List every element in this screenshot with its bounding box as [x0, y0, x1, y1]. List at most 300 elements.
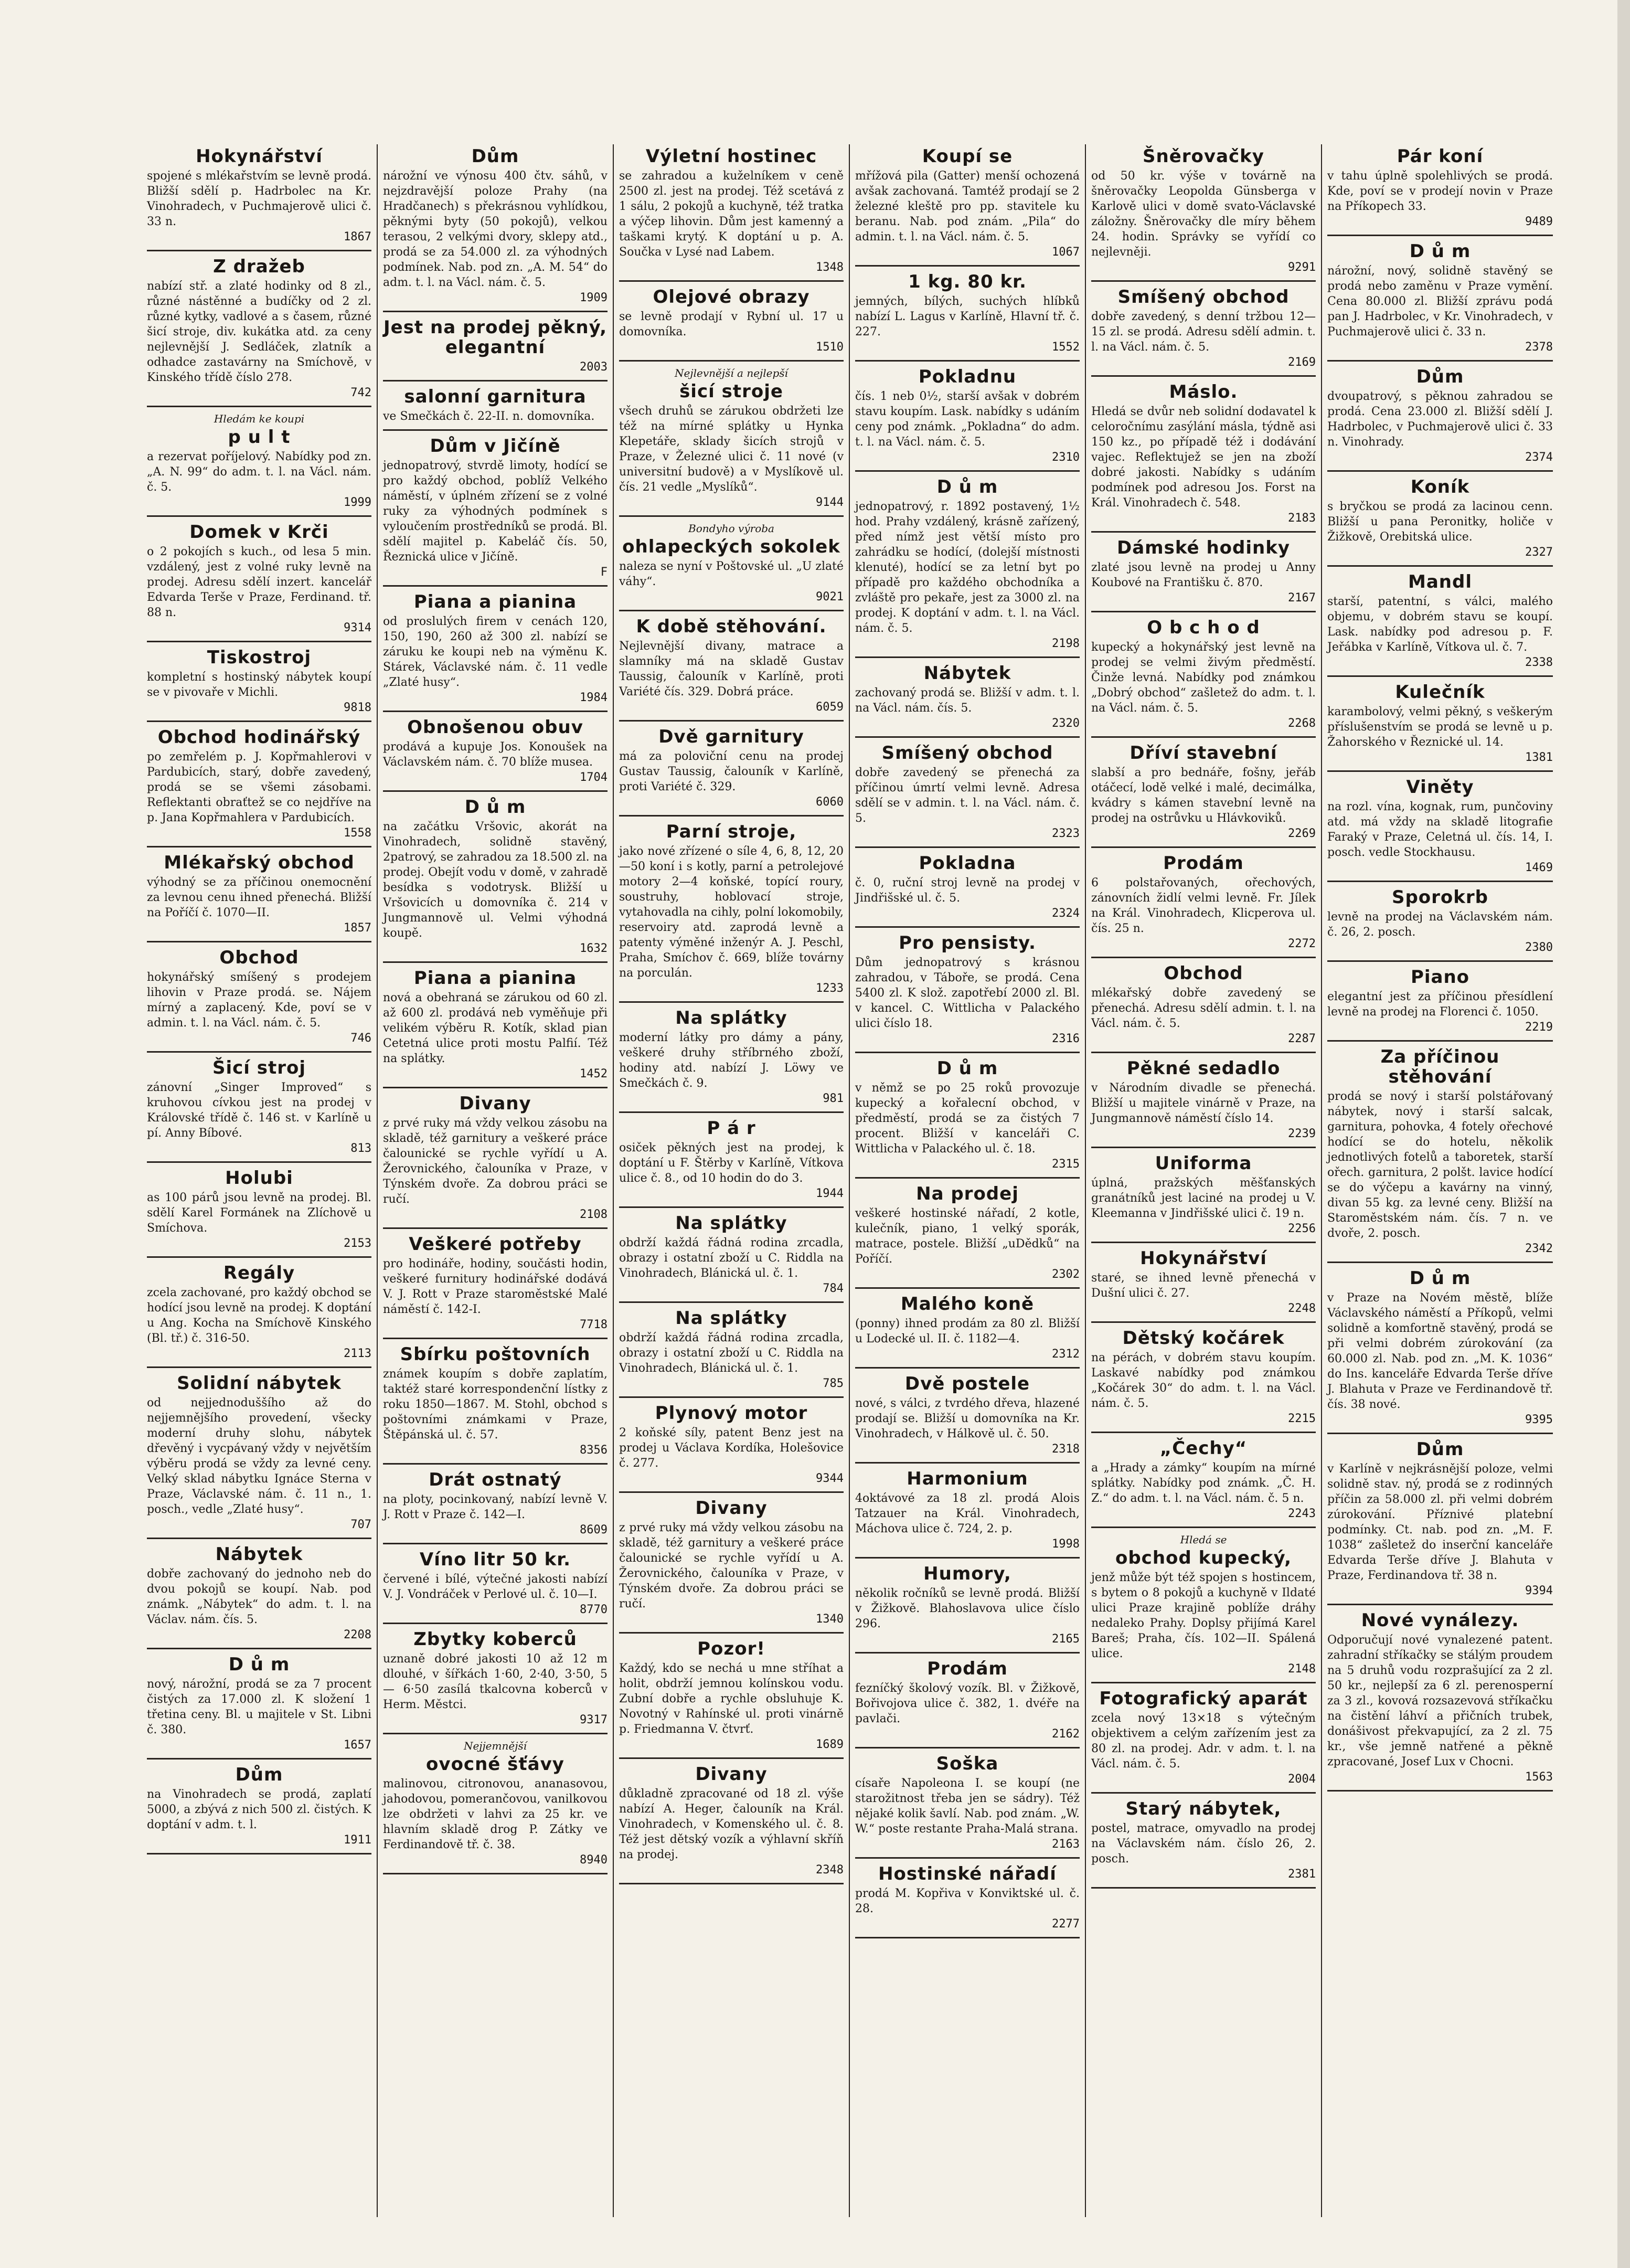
ad-code: 2378 [1525, 341, 1553, 354]
ad-code: 8356 [580, 1444, 608, 1457]
ad-body: malinovou, citronovou, ananasovou, jahodovou, pomerančovou, vanilkovou lze obdržeti v lahvi za 25 kr. ve hlavním skladě drog P. Zátky ve Ferdinandově tř. č. 38. [383, 1777, 608, 1851]
ad-body: elegantní jest za příčinou přesídlení levně na prodej na Florenci č. 1050. [1327, 990, 1553, 1019]
ad-body: v Národním divadle se přenechá. Bližší u majitele vinárně v Praze, na Jungmannově náměstí číslo 14. [1091, 1082, 1316, 1125]
ad-headline: Piana a pianina [413, 968, 577, 989]
ad-code: 1452 [580, 1067, 608, 1080]
ad-code: 2163 [1052, 1838, 1080, 1851]
ad-body: nový, nárožní, prodá se za 7 procent čistých za 17.000 zl. K složení 1 třetina ceny. Bl. u majitele v St. Libni č. 380. [147, 1678, 371, 1736]
classified-ad [147, 648, 371, 722]
ad-code: 2324 [1052, 907, 1080, 920]
ad-body: kompletní s hostinský nábytek koupí se v pivovaře v Michli. [147, 671, 371, 699]
ad-headline: Na splátky [675, 1008, 787, 1029]
ad-body: Každý, kdo se nechá u mne stříhat a holit, obdrží jemnou kolínskou vodu. Zubní dobře a rychle obsluhuje K. Novotný v Rahínské ul. proti vinárně p. Friedmanna V. čtvrť. [619, 1662, 844, 1736]
ad-body: o 2 pokojích s kuch., od lesa 5 min. vzdálený, jest z volné ruky levně na prodej. Adresu sdělí inzert. kancelář Edvarda Terše v Praze, Ferdinand. tř. 88 n. [147, 545, 371, 619]
classified-ad [147, 522, 371, 642]
classified-ad [147, 1058, 371, 1163]
ad-body: s bryčkou se prodá za lacinou cenn. Bližší u pana Peronitky, holiče v Žižkově, Orebitská ulice. [1327, 500, 1553, 544]
classified-ad [1091, 1248, 1316, 1323]
ad-headline: Nábytek [215, 1544, 303, 1565]
ad-headline: ohlapeckých sokolek [622, 536, 840, 557]
ad-headline: Sporokrb [1391, 887, 1489, 908]
ad-body: jednopatrový, r. 1892 postavený, 1½ hod. Prahy vzdálený, krásně zařízený, před nímž jest větší místo pro zahrádku se hodící, (dolejší místnosti klenuté), hodící se za letní byt po případě pro každého obchodníka a zvláště pro pekaře, jest za 3000 zl. na prodej. K doptání v adm. t. l. na Václ. nám. č. 5. [855, 500, 1080, 635]
classified-ad [383, 1094, 608, 1229]
ad-body: jako nové zřízené o síle 4, 6, 8, 12, 20—50 koní i s kotly, parní a petrolejové motory 2—4 koňské, topící roury, soustruhy, hoblovací stroje, vytahovadla na cihly, polní lokomobily, reservoiry atd. zaprodá levně a patenty výměné inženýr A. J. Peschl, Praha, Smíchov č. 669, blíže továrny na porculán. [619, 845, 844, 980]
ad-body: jemných, bílých, suchých hlíbků nabízí L. Lagus v Karlíně, Hlavní tř. č. 227. [855, 295, 1080, 338]
ad-body: 4oktávové za 18 zl. prodá Alois Tatzauer na Král. Vinohradech, Máchova ulice č. 724, 2. p. [855, 1492, 1080, 1535]
ad-body: dvoupatrový, s pěknou zahradou se prodá. Cena 23.000 zl. Bližší sdělí J. Hadrbolec, v Puchmajerově ulici č. 33 n. Vinohrady. [1327, 390, 1553, 449]
ad-headline: Dětský kočárek [1122, 1328, 1285, 1349]
ad-headline: obchod kupecký, [1115, 1548, 1292, 1568]
ad-body: od 50 kr. výše v továrně na šněrovačky Leopolda Günsberga v Karlově ulici v domě svato-Václavské záložny. Šněrovačky dle míry během 24. hodin. Správky se vyřídí co nejlevněji. [1091, 169, 1316, 259]
ad-body: a „Hrady a zámky“ koupím na mírné splátky. Nabídky pod známk. „Č. H. Z.“ do adm. t. l. na Václ. nám. č. 5 n. [1091, 1461, 1316, 1505]
ad-body: obdrží každá řádná rodina zrcadla, obrazy i ostatní zboží u C. Riddla na Vinohradech, Blánická ul. č. 1. [619, 1331, 844, 1375]
classified-ad [1327, 367, 1553, 472]
ad-code: 981 [823, 1092, 844, 1105]
classified-ad [1327, 572, 1553, 677]
classified-ad [855, 1374, 1080, 1464]
classified-ad [147, 146, 371, 251]
ad-headline: Koupí se [922, 146, 1013, 167]
ad-code: 9344 [816, 1472, 844, 1485]
ad-body: naleza se nyní v Poštovské ul. „U zlaté váhy“. [619, 560, 844, 588]
classified-ad [619, 367, 844, 517]
ad-code: 2165 [1052, 1633, 1080, 1646]
ad-headline: Solidní nábytek [177, 1373, 342, 1394]
ad-column [1086, 144, 1322, 2217]
ad-headline: Dům [1416, 366, 1464, 387]
ad-code: 2208 [344, 1628, 371, 1641]
ad-headline: D ů m [936, 1058, 998, 1079]
ad-headline: Regály [223, 1263, 295, 1284]
ad-body: nárožní, nový, solidně stavěný se prodá nebo zaměnu v Praze vymění. Cena 80.000 zl. Bližší zprávu podá pan J. Hadrbolec, v Kr. Vinohradech, v Puchmajerově ulici č. 33 n. [1327, 264, 1553, 338]
ad-code: 1984 [580, 691, 608, 704]
classified-ad [619, 822, 844, 1003]
ad-body: nové, s válci, z tvrdého dřeva, hlazené prodají se. Bližší u domovníka na Kr. Vinohradech, v Hálkově ul. č. 50. [855, 1397, 1080, 1440]
ad-code: 2316 [1052, 1032, 1080, 1045]
ad-body: hokynářský smíšený s prodejem lihovin v Praze prodá. se. Nájem mírný a zaplacený. Kde, poví se v admin. t. l. na Václ. nám. č. 5. [147, 971, 371, 1030]
ad-body: a rezervat poříjelový. Nabídky pod zn. „A. N. 99“ do adm. t. l. na Václ. nám. č. 5. [147, 450, 371, 494]
classified-ad [619, 1764, 844, 1884]
ad-code: 813 [350, 1142, 371, 1155]
ad-body: v Praze na Novém městě, blíže Václavského náměstí a Příkopů, velmi solidně a komfortně stavěný, prodá se při velmi dobrém zúrokování (za 60.000 zl. Nab. pod zn. „M. K. 1036“ do Ins. kanceláře Edvarda Terše dříve J. Blahuta v Praze ve Ferdinandově tř. čís. 38 nové. [1327, 1291, 1553, 1411]
ad-body: z prvé ruky má vždy velkou zásobu na skladě, též garnitury a veškeré práce čalounické se rychle vyřídí u A. Žerovnického, čalouníka v Praze, v Týnském dvoře. Za dobrou práci se ručí. [383, 1117, 608, 1206]
ad-headline: Divany [459, 1093, 531, 1114]
ad-body: několik ročníků se levně prodá. Bližší v Žižkově. Blahoslavova ulice číslo 296. [855, 1587, 1080, 1630]
ad-code: 2113 [344, 1347, 371, 1360]
ad-code: 2153 [344, 1237, 371, 1250]
ad-code: 1469 [1525, 861, 1553, 874]
ad-headline: Uniforma [1155, 1153, 1252, 1174]
ad-body: úplná, pražských měšťanských granátníků jest laciné na prodej u V. Kleemanna v Jindřišské ulici č. 19 n. [1091, 1177, 1316, 1220]
ad-headline: Šicí stroj [212, 1057, 306, 1078]
ad-body: zachovaný prodá se. Bližší v adm. t. l. na Václ. nám. čís. 5. [855, 686, 1080, 715]
ad-code: 746 [350, 1032, 371, 1045]
ad-headline: Výletní hostinec [645, 146, 817, 167]
ad-headline: 1 kg. 80 kr. [908, 271, 1027, 292]
ad-headline: D ů m [1409, 241, 1471, 262]
ad-headline: Malého koně [900, 1294, 1035, 1315]
classified-ad [1091, 743, 1316, 848]
ad-code: 1944 [816, 1187, 844, 1200]
classified-ad [1327, 241, 1553, 362]
ad-headline: Viněty [1406, 777, 1474, 798]
ad-code: 2162 [1052, 1728, 1080, 1741]
ad-kicker: Nejjemnější [463, 1740, 527, 1752]
classified-ad [1327, 1047, 1553, 1263]
classified-ad [1091, 1328, 1316, 1433]
ad-code: 2268 [1288, 717, 1316, 730]
ad-headline: Mlékařský obchod [164, 852, 355, 873]
ad-headline: salonní garnitura [404, 386, 587, 407]
classified-ad [855, 1469, 1080, 1559]
ad-headline: Dům [1416, 1439, 1464, 1460]
ad-code: 1998 [1052, 1538, 1080, 1551]
ad-headline: Dvě garnitury [658, 726, 804, 747]
ad-code: 2198 [1052, 637, 1080, 650]
ad-code: 6060 [816, 796, 844, 809]
ad-code: 9489 [1525, 215, 1553, 228]
ad-body: od nejjednoduššího až do nejjemnějšího provedení, všecky moderní druhy slohu, nábytek dřevěný i vycpávaný vždy v největším výběru prodá se vždy za levné ceny. Velký sklad nábytku Ignáce Sterna v Praze, Václavské nám. č. 11 n., 1. posch., vedle „Zlaté husy“. [147, 1396, 371, 1516]
ad-headline: Soška [936, 1753, 999, 1774]
ad-headline: Starý nábytek, [1125, 1798, 1282, 1819]
ad-code: 2327 [1525, 546, 1553, 559]
ad-body: z prvé ruky má vždy velkou zásobu na skladě, též garnitury a veškeré práce čalounické se rychle vyřídí u A. Žerovnického, čalouníka v Praze, v Týnském dvoře. Za dobrou práci se ručí. [619, 1521, 844, 1610]
ad-code: 2148 [1288, 1662, 1316, 1676]
ad-code: 2342 [1525, 1242, 1553, 1255]
classified-ad [383, 1740, 608, 1874]
ad-headline: Na splátky [675, 1213, 787, 1234]
ad-body: Nejlevnější divany, matrace a slamníky má na skladě Gustav Taussig, čalouník v Karlíně, proti Variété čís. 329. Dobrá práce. [619, 640, 844, 698]
ad-code: 785 [823, 1377, 844, 1390]
classified-ad [147, 1544, 371, 1649]
ad-headline: Prodám [1163, 853, 1244, 874]
ad-headline: Humory, [923, 1563, 1011, 1584]
classified-ad [619, 1498, 844, 1634]
ad-code: 9317 [580, 1713, 608, 1726]
ad-body: jednopatrový, stvrdě limoty, hodící se pro každý obchod, poblíž Velkého náměstí, v úplném zřízení se z volné ruky za výhodných podmínek s vyloučením prostředníků se prodá. Bl. sdělí majitel p. Kabeláč čís. 50, Řeznická ulice v Jičíně. [383, 459, 608, 564]
ad-code: 2239 [1288, 1127, 1316, 1140]
ad-columns [142, 144, 1558, 2217]
ad-column [1322, 144, 1558, 2217]
classified-ad [855, 663, 1080, 738]
ad-headline: K době stěhování. [636, 616, 827, 637]
ad-body: se levně prodají v Rybní ul. 17 u domovníka. [619, 310, 844, 338]
ad-code: 1632 [580, 942, 608, 955]
ad-body: dobře zachovaný do jednoho neb do dvou pokojů se koupí. Nab. pod známk. „Nábytek“ do adm. t. l. na Václav. nám. čís. 5. [147, 1567, 371, 1626]
ad-code: 2312 [1052, 1348, 1080, 1361]
ad-code: F [600, 566, 608, 579]
classified-ad [619, 1213, 844, 1303]
ad-headline: Harmonium [907, 1468, 1028, 1489]
ad-body: levně na prodej na Václavském nám. č. 26, 2. posch. [1327, 910, 1553, 939]
ad-headline: Divany [695, 1764, 768, 1785]
ad-body: na Vinohradech se prodá, zaplatí 5000, a zbývá z nich 500 zl. čistých. K doptání v adm. t. l. [147, 1788, 371, 1831]
ad-body: (ponny) ihned prodám za 80 zl. Bližší u Lodecké ul. II. č. 1182—4. [855, 1317, 1080, 1345]
classified-ad [147, 853, 371, 942]
classified-ad [855, 1864, 1080, 1938]
ad-headline: Pokladnu [918, 366, 1017, 387]
ad-headline: Piana a pianina [413, 591, 577, 612]
ad-code: 9314 [344, 621, 371, 634]
classified-ad [147, 412, 371, 517]
classified-ad [855, 367, 1080, 472]
ad-body: mlékařský dobře zavedený se přenechá. Adresu sdělí admin. t. l. na Václ. nám. č. 5. [1091, 987, 1316, 1030]
ad-code: 1857 [344, 921, 371, 935]
ad-headline: ovocné šťávy [426, 1754, 564, 1775]
ad-code: 1233 [816, 982, 844, 995]
ad-body: zcela zachované, pro každý obchod se hodící jsou levně na prodej. K doptání u Ang. Kocha na Smíchově Kinského (Bl. tř.) č. 316-50. [147, 1286, 371, 1345]
classified-ad [1091, 1533, 1316, 1683]
ad-body: čís. 1 neb 0½, starší avšak v dobrém stavu koupím. Lask. nabídky s udáním ceny pod známk. „Pokladna“ do adm. t. l. na Václ. nám. č. 5. [855, 390, 1080, 449]
classified-ad [619, 1639, 844, 1759]
ad-body: č. 0, ruční stroj levně na prodej v Jindřišské ul. č. 5. [855, 876, 1080, 905]
ad-headline: šicí stroje [679, 381, 783, 402]
ad-body: uznaně dobré jakosti 10 až 12 m dlouhé, v šířkách 1·60, 2·40, 3·50, 5 — 6·50 zasílá tkalcovna koberců v Herm. Městci. [383, 1652, 608, 1711]
classified-ad [383, 1629, 608, 1734]
classified-ad [383, 387, 608, 431]
ad-headline: Holubi [225, 1168, 293, 1189]
classified-ad [383, 317, 608, 381]
ad-body: osiček pěkných jest na prodej, k doptání u F. Štěrby v Karlíně, Vítkova ulice č. 8., od 10 hodin do do 3. [619, 1141, 844, 1185]
ad-body: mřížová pila (Gatter) menší ochozená avšak zachovaná. Tamtéž prodají se 2 železné kleště pro pp. stavitele ku beranu. Nab. pod znám. „Pila“ do admin. t. l. na Václ. nám. č. 5. [855, 169, 1080, 243]
ad-code: 2348 [816, 1863, 844, 1877]
ad-body: nárožní ve výnosu 400 čtv. sáhů, v nejzdravější poloze Prahy (na Hradčanech) s překrásnou vyhlídkou, pěknými byty (50 pokojů), velkou terasou, 2 velkými dvory, sklepy atd., prodá se za 54.000 zl. za výhodných podmínek. Nab. pod zn. „A. M. 54“ do adm. t. l. na Václ. nám. č. 5. [383, 169, 608, 289]
ad-code: 2318 [1052, 1443, 1080, 1456]
ad-code: 2169 [1288, 356, 1316, 369]
ad-headline: Pěkné sedadlo [1126, 1058, 1281, 1079]
classified-ad [855, 1184, 1080, 1289]
classified-ad [1091, 1153, 1316, 1243]
ad-headline: Olejové obrazy [653, 287, 810, 308]
ad-headline: Divany [695, 1498, 768, 1519]
ad-headline: Koník [1410, 476, 1470, 497]
ad-body: as 100 párů jsou levně na prodej. Bl. sdělí Karel Formánek na Zlíchově u Smíchova. [147, 1191, 371, 1235]
classified-ad [619, 617, 844, 722]
ad-headline: p u l t [228, 427, 291, 448]
classified-ad [383, 1344, 608, 1465]
ad-code: 1909 [580, 291, 608, 304]
ad-body: na ploty, pocinkovaný, nabízí levně V. J. Rott v Praze č. 142—I. [383, 1493, 608, 1521]
ad-code: 1867 [344, 230, 371, 243]
ad-body: důkladně zpracované od 18 zl. výše nabízí A. Heger, čalouník na Král. Vinohradech, v Komenského ul. č. 8. Též jest dětský vozík a výhlavní skříň na prodej. [619, 1787, 844, 1861]
ad-headline: Dům v Jičíně [430, 436, 561, 457]
ad-code: 2323 [1052, 827, 1080, 840]
ad-headline: D ů m [936, 476, 998, 497]
ad-headline: Mandl [1408, 571, 1472, 592]
ad-code: 1657 [344, 1739, 371, 1752]
ad-headline: Obchod hodinářský [157, 727, 361, 748]
classified-ad [1327, 477, 1553, 567]
ad-body: zánovní „Singer Improved“ s kruhovou cívkou jest na prodej v Královské třídě č. 146 st. v Karlíně u pí. Anny Bíbové. [147, 1081, 371, 1140]
classified-ad [147, 1765, 371, 1854]
ad-code: 2302 [1052, 1268, 1080, 1281]
ad-code: 1689 [816, 1738, 844, 1751]
ad-code: 1999 [344, 496, 371, 509]
classified-ad [855, 1659, 1080, 1748]
classified-ad [147, 948, 371, 1053]
ad-body: císaře Napoleona I. se koupí (ne starožitnost třeba jen se sádry). Též nějaké kolik šavlí. Nab. pod znám. „W. W.“ poste restante Praha-Malá strana. [855, 1777, 1080, 1836]
ad-kicker: Hledá se [1180, 1533, 1227, 1546]
ad-code: 1911 [344, 1834, 371, 1847]
ad-headline: P á r [707, 1118, 756, 1139]
ad-headline: Fotografický aparát [1099, 1688, 1308, 1709]
classified-ad [855, 1058, 1080, 1179]
ad-body: červené i bílé, výtečné jakosti nabízí V. J. Vondráček v Perlové ul. č. 10—I. [383, 1573, 608, 1601]
ad-code: 784 [823, 1282, 844, 1295]
ad-code: 1558 [344, 826, 371, 840]
classified-ad [383, 146, 608, 312]
ad-body: dobře zavedený se přenechá za příčinou úmrtí velmi levně. Adresa sdělí se v admin. t. l. na Václ. nám. č. 5. [855, 766, 1080, 825]
ad-code: 1563 [1525, 1771, 1553, 1784]
ad-body: starší, patentní, s válci, malého objemu, v dobrém stavu se koupí. Lask. nabídky pod adresou p. F. Jeřábka v Karlíně, Vítkova ul. č. 7. [1327, 595, 1553, 654]
ad-code: 707 [350, 1518, 371, 1531]
classified-ad [855, 853, 1080, 928]
ad-headline: D ů m [228, 1654, 290, 1675]
classified-ad [383, 436, 608, 587]
ad-code: 2381 [1288, 1868, 1316, 1881]
classified-ad [619, 1008, 844, 1113]
ad-code: 9144 [816, 496, 844, 509]
ad-headline: Šněrovačky [1143, 146, 1264, 167]
classified-ad [1327, 682, 1553, 772]
ad-code: 1340 [816, 1613, 844, 1626]
ad-code: 2219 [1525, 1021, 1553, 1034]
classified-ad [855, 146, 1080, 267]
ad-headline: Na splátky [675, 1308, 787, 1329]
classified-ad [1091, 382, 1316, 533]
ad-body: moderní látky pro dámy a pány, veškeré druhy stříbrného zboží, hodiny atd. nabízí J. Löwy ve Smečkách č. 9. [619, 1031, 844, 1090]
ad-body: nová a obehraná se zárukou od 60 zl. až 600 zl. prodává neb vyměňuje při velikém výběru R. Kotík, sklad pian Cetetná ulice proti mostu Palfií. Též na splátky. [383, 991, 608, 1065]
ad-headline: Parní stroje, [666, 821, 797, 842]
ad-code: 8609 [580, 1523, 608, 1536]
ad-kicker: Hledám ke koupi [214, 412, 305, 425]
classified-ad [1091, 287, 1316, 377]
ad-code: 2215 [1288, 1412, 1316, 1425]
ad-code: 9021 [816, 590, 844, 603]
classified-ad [855, 743, 1080, 848]
ad-body: staré, se ihned levně přenechá v Dušní ulici č. 27. [1091, 1271, 1316, 1300]
ad-body: na pérách, v dobrém stavu koupím. Laskavé nabídky pod známkou „Kočárek 30“ do adm. t. l. na Václ. nám. č. 5. [1091, 1351, 1316, 1410]
classified-ad [383, 592, 608, 712]
ad-headline: Hokynářství [1140, 1248, 1267, 1269]
ad-code: 2277 [1052, 1917, 1080, 1931]
classified-ad [383, 1470, 608, 1544]
ad-body: výhodný se za příčinou onemocnění za levnou cenu ihned přenechá. Bližší na Poříčí č. 1070—II. [147, 876, 371, 919]
ad-code: 2287 [1288, 1032, 1316, 1045]
classified-ad [147, 1655, 371, 1760]
classified-ad [855, 1754, 1080, 1859]
ad-kicker: Nejlevnější a nejlepší [675, 367, 788, 379]
ad-body: kupecký a hokynářský jest levně na prodej se velmi živým předměstí. Činže levná. Nabídky pod známkou „Dobrý obchod“ zašletež do adm. t. l. na Václ. nám. č. 5. [1091, 641, 1316, 715]
ad-code: 2272 [1288, 937, 1316, 950]
ad-headline: Smíšený obchod [1117, 287, 1290, 308]
classified-ad [619, 146, 844, 282]
ad-headline: Nové vynálezy. [1361, 1610, 1519, 1631]
ad-body: prodává a kupuje Jos. Konoušek na Václavském nám. č. 70 blíže musea. [383, 740, 608, 769]
ad-headline: Plynový motor [655, 1403, 808, 1424]
ad-body: zlaté jsou levně na prodej u Anny Koubové na Františku č. 870. [1091, 561, 1316, 589]
classified-ad [1327, 967, 1553, 1042]
ad-headline: Na prodej [916, 1183, 1019, 1204]
ad-column [614, 144, 850, 2217]
ad-body: prodá se nový i starší polstářovaný nábytek, nový i starší salcak, garnitura, pohovka, 4 fotely ořechové hodící se do hotelu, několik jednotlivých fotelů a taboretek, starší ořech. garnitura, 2 polšt. lavice hodící se do výčepu a kavárny na vinný, divan 55 kg. za levné ceny. Bližší na Staroměstském nám. čís. 7 n. ve dvoře, 2. posch. [1327, 1090, 1553, 1240]
ad-code: 2108 [580, 1208, 608, 1221]
classified-ad [383, 717, 608, 792]
ad-headline: Obchod [1164, 963, 1243, 984]
ad-body: fezníčký školový vozík. Bl. v Žižkově, Bořivojova ulice č. 382, 1. dvéře na pavlači. [855, 1682, 1080, 1725]
classified-ad [147, 1373, 371, 1539]
ad-headline: Dům [471, 146, 519, 167]
classified-ad [147, 1263, 371, 1368]
classified-ad [1091, 1799, 1316, 1889]
classified-ad [1091, 1058, 1316, 1148]
ad-body: v němž se po 25 roků provozuje kupecký a kořalecní obchod, v předměstí, prodá se za čistých 7 procent. Bližší v kanceláři C. Wittlicha v Palackého ul. č. 18. [855, 1082, 1080, 1156]
classified-ad [1327, 777, 1553, 882]
ad-body: na začátku Vršovic, akorát na Vinohradech, solidně stavěný, 2patrový, se zahradou za 18.500 zl. na prodej. Obejít vodu v domě, v zahradě besídka s vodotrysk. Bližší u Vršovicích u domovníka č. 214 v Jungmannově ul. Velmi výhodná koupě. [383, 820, 608, 940]
ad-body: má za poloviční cenu na prodej Gustav Taussig, čalouník v Karlíně, proti Variété č. 329. [619, 750, 844, 793]
ad-body: 2 koňské síly, patent Benz jest na prodej u Václava Kordíka, Holešovice č. 277. [619, 1426, 844, 1470]
ad-body: Odporučují nové vynalezené patent. zahradní stříkačky se stálým proudem na 5 druhů vodu rozprašující za 2 zl. 50 kr., nejlepší za 6 zl. perenosperní za 3 zl., kovová rozsazevová stříkačku na čistění láhví a přičních trubek, donášivost překvapující, za 2 zl. 75 kr., vše jemně natřené a pěkně zpracované, Josef Lux v Chocni. [1327, 1634, 1553, 1768]
classified-ad [1091, 1438, 1316, 1528]
ad-headline: D ů m [464, 797, 526, 818]
ad-body: pro hodináře, hodiny, součásti hodin, veškeré furnitury hodinářské dodává V. J. Rott v Praze staroměstské Malé náměstí č. 142-I. [383, 1257, 608, 1316]
ad-code: 2374 [1525, 451, 1553, 464]
ad-code: 7718 [580, 1318, 608, 1331]
ad-body: spojené s mlékařstvím se levně prodá. Bližší sdělí p. Hadrbolec na Kr. Vinohradech, v Puchmajerově ulici č. 33 n. [147, 169, 371, 228]
ad-headline: Drát ostnatý [429, 1469, 562, 1490]
ad-column [850, 144, 1086, 2217]
ad-body: zcela nový 13×18 s výtečným objektivem a celým zařízením jest za 80 zl. na prodej. Adr. v adm. t. l. na Václ. nám. č. 5. [1091, 1712, 1316, 1771]
ad-headline: Nábytek [923, 663, 1011, 684]
classified-ad [383, 968, 608, 1088]
ad-code: 2004 [1288, 1773, 1316, 1786]
classified-ad [1091, 538, 1316, 612]
ad-column [378, 144, 614, 2217]
ad-body: na rozl. vína, kognak, rum, punčoviny atd. má vždy na skladě litografie Faraký v Praze, Celetná ul. čís. 14, I. posch. vedle Stockhausu. [1327, 800, 1553, 859]
newspaper-page [142, 144, 1558, 2217]
classified-ad [1091, 618, 1316, 738]
classified-ad [619, 522, 844, 611]
ad-headline: O b c h o d [1147, 617, 1260, 638]
classified-ad [147, 257, 371, 407]
classified-ad [1327, 146, 1553, 236]
classified-ad [619, 727, 844, 817]
ad-code: 2315 [1052, 1158, 1080, 1171]
classified-ad [855, 933, 1080, 1053]
ad-code: 6059 [816, 701, 844, 714]
ad-body: v Karlíně v nejkrásnější poloze, velmi solidně stav. ný, prodá se z rodinných příčin za 58.000 zl. při velmi dobrém zúrokování. Příznivé platební podmínky. Ct. nab. pod zn. „M. F. 1038“ zašletež do inserční kanceláře Edvarda Terše dříve J. Blahuta v Praze, Ferdinandova tř. 38 n. [1327, 1462, 1553, 1582]
ad-headline: Za příčinou stěhování [1380, 1046, 1500, 1087]
page-edge [1617, 0, 1630, 2268]
classified-ad [855, 1294, 1080, 1369]
ad-body: 6 polstařovaných, ořechových, zánovních židlí velmi levně. Fr. Jílek na Král. Vinohradech, Klicperova ul. čís. 25 n. [1091, 876, 1316, 935]
ad-code: 1704 [580, 771, 608, 784]
ad-headline: Obchod [219, 947, 299, 968]
classified-ad [1091, 1689, 1316, 1794]
ad-body: od proslulých firem v cenách 120, 150, 190, 260 až 300 zl. nabízí se záruku ke koupi neb na výměnu K. Stárek, Václavské nám. č. 11 vedle „Zlaté husy“. [383, 615, 608, 689]
ad-body: všech druhů se zárukou obdržeti lze též na mírné splátky u Hynka Klepetáře, sklady šicích strojů v Praze, v Železné ulici č. 11 nové (v universitní budově) a v Myslíkově ul. čís. 21 vedle „Myslíků“. [619, 405, 844, 494]
ad-body: karambolový, velmi pěkný, s veškerým příslušenstvím se prodá se levně u p. Žahorského v Řeznické ul. 14. [1327, 705, 1553, 749]
ad-body: prodá M. Kopřiva v Konviktské ul. č. 28. [855, 1887, 1080, 1915]
ad-headline: Hostinské nářadí [878, 1863, 1057, 1884]
ad-body: ve Smečkách č. 22-II. n. domovníka. [383, 410, 595, 423]
classified-ad [1091, 146, 1316, 282]
ad-headline: Zbytky koberců [413, 1629, 577, 1650]
ad-headline: Jest na prodej pěkný, elegantní [383, 317, 608, 358]
classified-ad [855, 272, 1080, 362]
classified-ad [619, 1308, 844, 1398]
ad-code: 2243 [1288, 1507, 1316, 1520]
